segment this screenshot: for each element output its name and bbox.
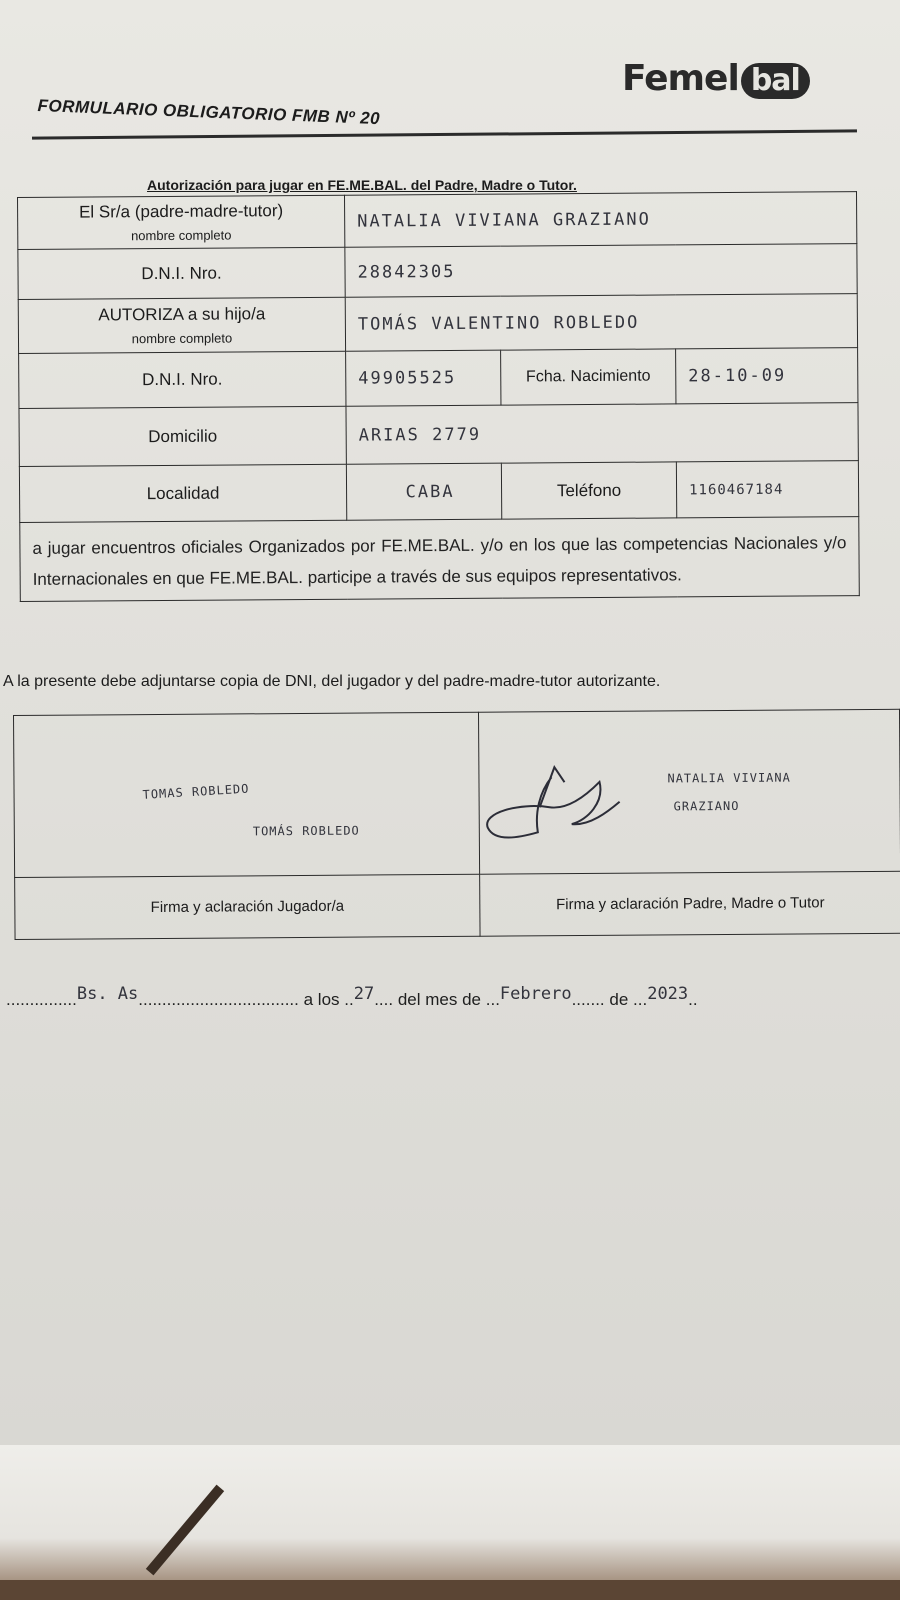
city-field[interactable]: CABA bbox=[346, 463, 501, 520]
year-prefix: de bbox=[609, 990, 629, 1009]
authorization-table bbox=[17, 191, 860, 602]
authorization-paragraph: a jugar encuentros oficiales Organizados por FE.ME.BAL. y/o en los que las competencias Nacionales y/o Internacionales en que FE.ME.BAL. participe a través de sus equipos representativos. bbox=[20, 517, 860, 602]
place-field[interactable]: Bs. As bbox=[76, 984, 139, 1004]
parent-signature-line1: NATALIA VIVIANA bbox=[667, 770, 791, 786]
player-signature-line1: TOMAS ROBLEDO bbox=[142, 781, 250, 802]
attachment-note: A la presente debe adjuntarse copia de DNI, del jugador y del padre-madre-tutor autorizante. bbox=[3, 673, 661, 690]
birth-date-label: Fcha. Nacimiento bbox=[501, 349, 676, 405]
parent-signature-line2: GRAZIANO bbox=[673, 798, 740, 814]
form-title: FORMULARIO OBLIGATORIO FMB Nº 20 bbox=[37, 96, 381, 129]
month-field[interactable]: Febrero bbox=[499, 984, 572, 1004]
child-dni-field[interactable]: 49905525 bbox=[346, 350, 501, 406]
child-dni-label: D.N.I. Nro. bbox=[19, 351, 346, 408]
player-signature-box[interactable] bbox=[14, 712, 480, 877]
child-label-cell bbox=[18, 297, 345, 353]
child-name-field[interactable]: TOMÁS VALENTINO ROBLEDO bbox=[345, 294, 857, 352]
parent-dni-field[interactable]: 28842305 bbox=[345, 244, 857, 298]
day-field[interactable]: 27 bbox=[353, 984, 375, 1004]
background-surface bbox=[0, 1445, 900, 1600]
parent-signature-label: Firma y aclaración Padre, Madre o Tutor bbox=[480, 871, 900, 936]
player-signature-line2: TOMÁS ROBLEDO bbox=[252, 823, 360, 839]
child-sublabel: nombre completo bbox=[131, 330, 233, 347]
phone-label: Teléfono bbox=[501, 462, 676, 519]
date-line: ...............Bs. As.................................. a los ..27.... del mes de ...Febrero....... de ...2023.. bbox=[6, 984, 698, 1009]
parent-dni-label: D.N.I. Nro. bbox=[18, 247, 345, 299]
parent-label: El Sr/a (padre-madre-tutor) bbox=[78, 201, 284, 222]
surface-scratch bbox=[146, 1485, 224, 1576]
surface-edge bbox=[0, 1580, 900, 1600]
child-label: AUTORIZA a su hijo/a bbox=[98, 304, 266, 325]
birth-date-field[interactable]: 28-10-09 bbox=[676, 348, 858, 404]
signature-table bbox=[13, 709, 900, 940]
parent-label-cell bbox=[18, 195, 345, 249]
player-signature-label: Firma y aclaración Jugador/a bbox=[15, 874, 480, 939]
parent-signature-scribble-icon bbox=[479, 752, 630, 863]
address-label: Domicilio bbox=[19, 406, 346, 466]
city-label: Localidad bbox=[19, 464, 346, 522]
title-rule bbox=[32, 129, 857, 139]
parent-sublabel: nombre completo bbox=[130, 227, 232, 244]
phone-field[interactable]: 1160467184 bbox=[676, 461, 858, 518]
form-subtitle: Autorización para jugar en FE.ME.BAL. del Padre, Madre o Tutor. bbox=[147, 177, 577, 193]
address-field[interactable]: ARIAS 2779 bbox=[346, 403, 858, 465]
femebal-logo: Femel bal bbox=[622, 58, 810, 99]
parent-signature-box[interactable] bbox=[478, 709, 900, 874]
parent-name-field[interactable]: NATALIA VIVIANA GRAZIANO bbox=[344, 192, 856, 248]
year-field[interactable]: 2023 bbox=[647, 984, 689, 1004]
day-prefix: a los bbox=[303, 990, 340, 1009]
month-prefix: del mes de bbox=[397, 990, 482, 1009]
